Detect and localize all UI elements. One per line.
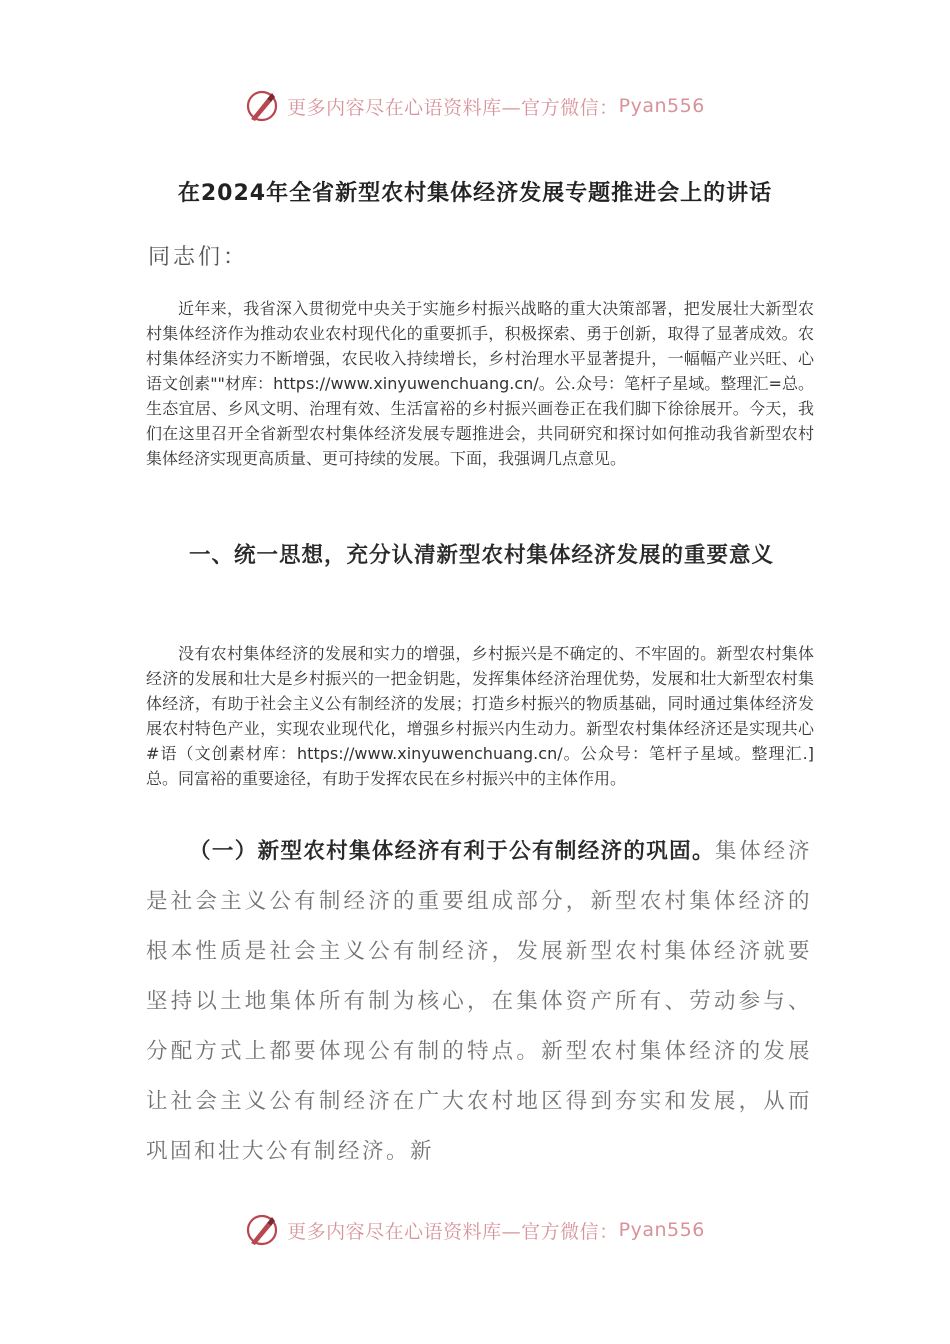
watermark-text: 更多内容尽在心语资料库—官方微信：	[287, 1220, 619, 1243]
watermark-wechat-id: Pyan556	[618, 1219, 705, 1241]
section-paragraph: 没有农村集体经济的发展和实力的增强，乡村振兴是不确定的、不牢固的。新型农村集体经济的发展和壮大是乡村振兴的一把金钥匙，发挥集体经济治理优势，发展和壮大新型农村集体经济，有助于社会主义公有制经济的发展；打造乡村振兴的物质基础，同时通过集体经济发展农村特色产业，实现农业现代化，增强乡村振兴内生动力。新型农村集体经济还是实现共心#语（文创素材库：https://www.xinyuwenchuang.cn/。公众号：笔杆子星域。整理汇.]总。同富裕的重要途径，有助于发挥农民在乡村振兴中的主体作用。	[146, 644, 814, 788]
watermark-wechat-id: Pyan556	[618, 95, 705, 117]
pen-logo-icon	[245, 89, 279, 123]
watermark-text: 更多内容尽在心语资料库—官方微信：	[287, 96, 619, 119]
subsection-body: 集体经济是社会主义公有制经济的重要组成部分，新型农村集体经济的根本性质是社会主义公有制经济，发展新型农村集体经济就要坚持以土地集体所有制为核心，在集体资产所有、劳动参与、分配方式上都要体现公有制的特点。新型农村集体经济的发展让社会主义公有制经济在广大农村地区得到夯实和发展，从而巩固和壮大公有制经济。新	[146, 839, 812, 1164]
section-heading: 一、统一思想，充分认清新型农村集体经济发展的重要意义	[189, 543, 775, 568]
watermark-banner-bottom	[0, 1210, 950, 1250]
intro-paragraph: 近年来，我省深入贯彻党中央关于实施乡村振兴战略的重大决策部署，把发展壮大新型农村集体经济作为推动农业农村现代化的重要抓手，积极探索、勇于创新，取得了显著成效。农村集体经济实力不断增强，农民收入持续增长，乡村治理水平显著提升，一幅幅产业兴旺、心语文创素""材库：https://www.xinyuwenchuang.cn/。公.众号：笔杆子星域。整理汇=总。生态宜居、乡风文明、治理有效、生活富裕的乡村振兴画卷正在我们脚下徐徐展开。今天，我们在这里召开全省新型农村集体经济发展专题推进会，共同研究和探讨如何推动我省新型农村集体经济实现更高质量、更可持续的发展。下面，我强调几点意见。	[146, 299, 814, 468]
subsection-paragraph	[146, 827, 812, 1177]
watermark-banner-top	[0, 86, 950, 126]
subsection-heading: （一）新型农村集体经济有利于公有制经济的巩固。	[189, 839, 715, 864]
page-title: 在2024年全省新型农村集体经济发展专题推进会上的讲话	[177, 181, 773, 206]
pen-logo-icon	[245, 1213, 279, 1247]
salutation: 同志们：	[148, 245, 249, 270]
